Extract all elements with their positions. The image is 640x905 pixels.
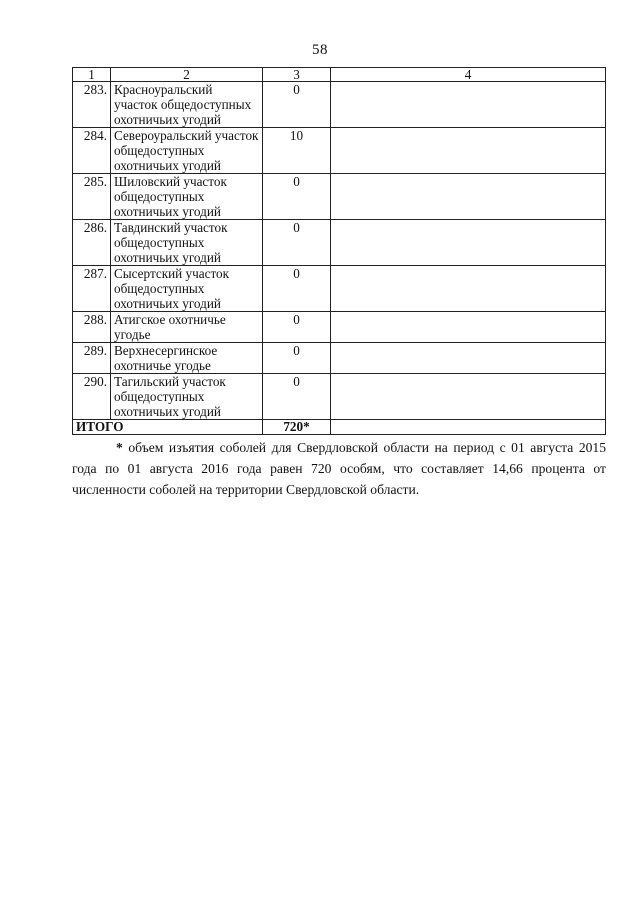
table-row [73, 128, 606, 174]
row-name: Североуральский участок общедоступных охотничьих угодий [111, 128, 263, 174]
row-value: 0 [263, 343, 331, 374]
row-note [331, 82, 606, 128]
table-row [73, 220, 606, 266]
table-row [73, 82, 606, 128]
total-row [73, 420, 606, 435]
row-number: 283. [73, 82, 111, 128]
footnote-marker: * [116, 440, 123, 455]
row-number: 287. [73, 266, 111, 312]
row-number: 286. [73, 220, 111, 266]
table-row [73, 343, 606, 374]
row-number: 285. [73, 174, 111, 220]
column-header-2: 2 [111, 68, 263, 82]
column-header-1: 1 [73, 68, 111, 82]
row-name: Верхнесергинское охотничье угодье [111, 343, 263, 374]
row-value: 0 [263, 82, 331, 128]
row-name: Атигское охотничье угодье [111, 312, 263, 343]
table-footer [73, 420, 606, 435]
row-note [331, 312, 606, 343]
row-note [331, 174, 606, 220]
header-row [73, 68, 606, 82]
footnote [72, 437, 606, 500]
row-name: Сысертский участок общедоступных охотничьих угодий [111, 266, 263, 312]
row-number: 284. [73, 128, 111, 174]
row-note [331, 220, 606, 266]
total-value: 720* [263, 420, 331, 435]
total-note [331, 420, 606, 435]
row-name: Тавдинский участок общедоступных охотничьих угодий [111, 220, 263, 266]
footnote-text: объем изъятия соболей для Свердловской области на период с 01 августа 2015 года по 01 августа 2016 года равен 720 особям, что составляет 14,66 процента от численности соболей на территории Свердловской области. [72, 440, 607, 497]
row-number: 288. [73, 312, 111, 343]
row-number: 289. [73, 343, 111, 374]
row-value: 0 [263, 174, 331, 220]
row-value: 0 [263, 374, 331, 420]
table-body [73, 82, 606, 420]
table-header [73, 68, 606, 82]
hunting-grounds-table [72, 67, 606, 435]
table-row [73, 266, 606, 312]
row-value: 0 [263, 220, 331, 266]
total-label: ИТОГО [73, 420, 263, 435]
table-row [73, 174, 606, 220]
row-value: 0 [263, 266, 331, 312]
page-number: 58 [312, 42, 328, 58]
column-header-3: 3 [263, 68, 331, 82]
row-name: Шиловский участок общедоступных охотничьих угодий [111, 174, 263, 220]
row-number: 290. [73, 374, 111, 420]
row-value: 0 [263, 312, 331, 343]
row-value: 10 [263, 128, 331, 174]
table-row [73, 374, 606, 420]
column-header-4: 4 [331, 68, 606, 82]
row-note [331, 266, 606, 312]
table-row [73, 312, 606, 343]
row-note [331, 374, 606, 420]
row-note [331, 128, 606, 174]
row-name: Красноуральский участок общедоступных охотничьих угодий [111, 82, 263, 128]
row-note [331, 343, 606, 374]
row-name: Тагильский участок общедоступных охотничьих угодий [111, 374, 263, 420]
